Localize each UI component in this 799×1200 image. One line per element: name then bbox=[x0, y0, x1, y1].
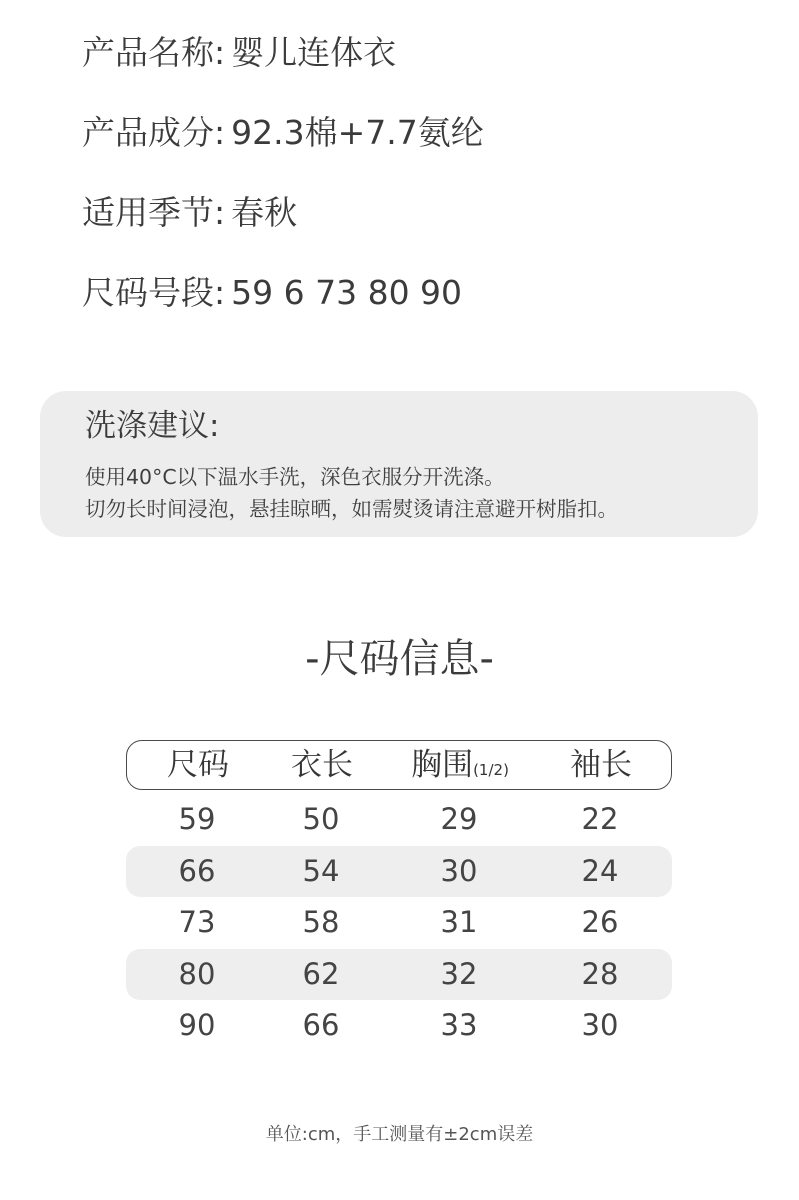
size-table-body bbox=[126, 794, 672, 1052]
info-value: 婴儿连体衣 bbox=[231, 33, 397, 72]
info-separator: : bbox=[214, 113, 226, 152]
care-panel bbox=[40, 391, 758, 537]
cell-length: 58 bbox=[302, 905, 340, 939]
info-row-season bbox=[82, 188, 762, 268]
cell-length: 66 bbox=[302, 1008, 340, 1042]
cell-sleeve: 28 bbox=[581, 956, 619, 991]
info-value: 59 6 73 80 90 bbox=[231, 273, 463, 312]
size-table bbox=[126, 740, 672, 1042]
cell-length: 54 bbox=[302, 853, 340, 888]
info-separator: : bbox=[214, 273, 226, 312]
measurement-footnote: 单位:cm，手工测量有±2cm误差 bbox=[265, 1124, 534, 1145]
cell-chest: 29 bbox=[440, 802, 478, 836]
info-row-material bbox=[82, 108, 762, 188]
table-row bbox=[126, 846, 672, 898]
size-section-title: -尺码信息- bbox=[305, 636, 494, 682]
cell-length: 62 bbox=[302, 956, 340, 991]
header-chest-note: (1/2) bbox=[473, 760, 509, 779]
cell-length: 50 bbox=[302, 802, 340, 836]
info-label: 适用季节 bbox=[82, 193, 214, 232]
cell-sleeve: 26 bbox=[581, 905, 619, 939]
info-value: 92.3棉+7.7氨纶 bbox=[231, 113, 484, 152]
header-chest bbox=[411, 740, 509, 795]
product-info-list bbox=[82, 28, 762, 348]
info-row-sizes bbox=[82, 268, 762, 348]
info-row-name bbox=[82, 28, 762, 108]
cell-size: 73 bbox=[178, 905, 216, 939]
table-row bbox=[126, 1000, 672, 1052]
cell-sleeve: 30 bbox=[581, 1008, 619, 1042]
cell-chest: 32 bbox=[440, 956, 478, 991]
cell-size: 59 bbox=[178, 802, 216, 836]
care-line-1: 使用40°C以下温水手洗，深色衣服分开洗涤。 bbox=[85, 465, 505, 489]
info-separator: : bbox=[214, 193, 226, 232]
cell-sleeve: 22 bbox=[581, 802, 619, 836]
info-label: 产品名称 bbox=[82, 33, 214, 72]
table-row bbox=[126, 897, 672, 949]
cell-size: 80 bbox=[178, 956, 216, 991]
cell-size: 90 bbox=[178, 1008, 216, 1042]
cell-chest: 31 bbox=[440, 905, 478, 939]
care-title: 洗涤建议: bbox=[85, 408, 220, 444]
info-label: 产品成分 bbox=[82, 113, 214, 152]
table-row bbox=[126, 794, 672, 846]
header-sleeve: 袖长 bbox=[570, 746, 632, 783]
info-value: 春秋 bbox=[231, 193, 298, 232]
header-size: 尺码 bbox=[167, 746, 229, 783]
header-length: 衣长 bbox=[291, 746, 353, 783]
info-label: 尺码号段 bbox=[82, 273, 214, 312]
header-chest-label: 胸围 bbox=[411, 746, 474, 783]
cell-sleeve: 24 bbox=[581, 853, 619, 888]
table-row bbox=[126, 949, 672, 1001]
cell-size: 66 bbox=[178, 853, 216, 888]
size-table-header bbox=[126, 740, 672, 790]
cell-chest: 30 bbox=[440, 853, 478, 888]
care-line-2: 切勿长时间浸泡，悬挂晾晒，如需熨烫请注意避开树脂扣。 bbox=[85, 497, 618, 521]
info-separator: : bbox=[214, 33, 226, 72]
cell-chest: 33 bbox=[440, 1008, 478, 1042]
